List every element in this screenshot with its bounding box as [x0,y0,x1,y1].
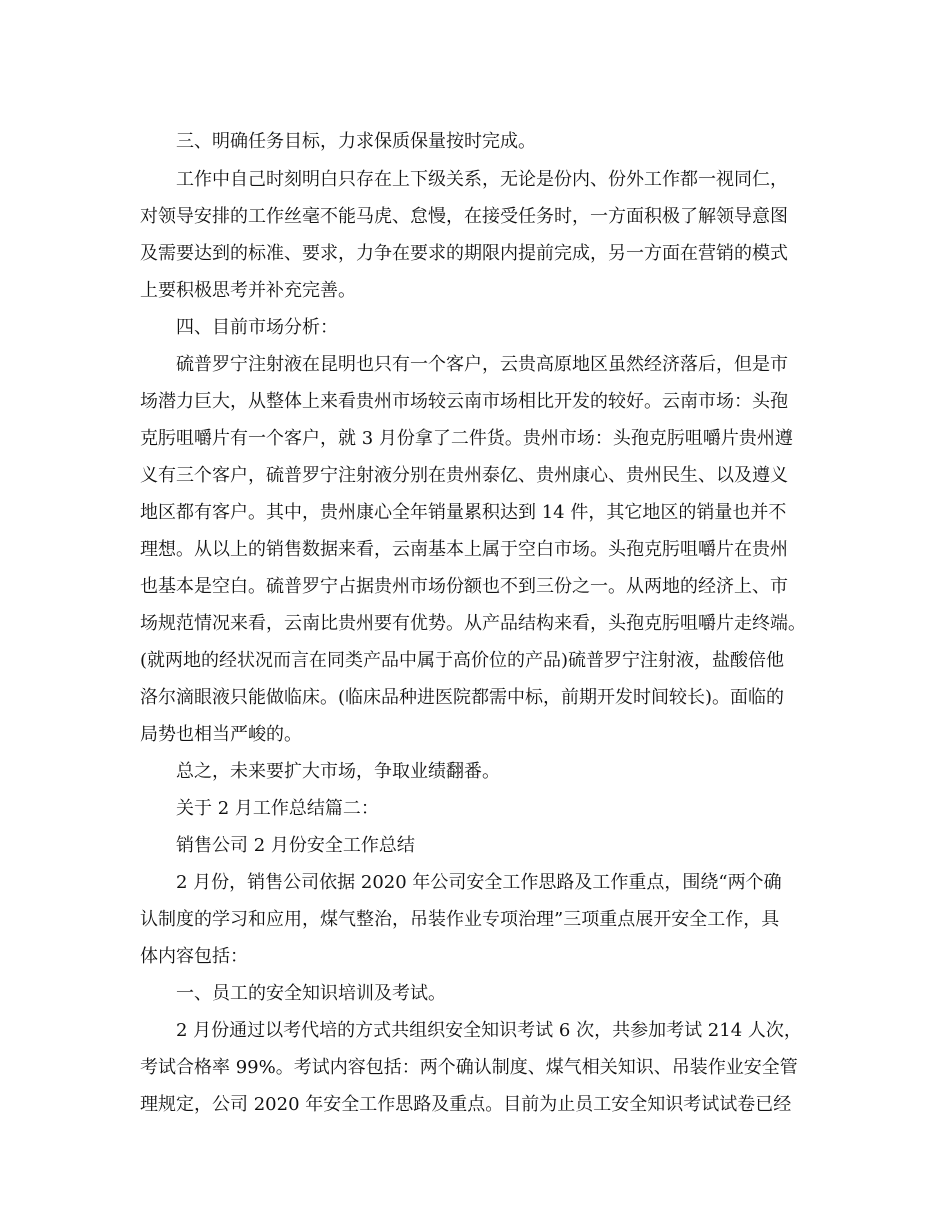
paragraph-line: 2 月份，销售公司依据 2020 年公司安全工作思路及工作重点，围绕“两个确 [176,872,782,893]
section-heading: 关于 2 月工作总结篇二： [176,798,379,819]
section-heading: 销售公司 2 月份安全工作总结 [176,835,415,856]
paragraph-line: 克肟咀嚼片有一个客户，就 3 月份拿了二件货。贵州市场：头孢克肟咀嚼片贵州遵 [140,428,793,449]
paragraph-line: 考试合格率 99%。考试内容包括：两个确认制度、煤气相关知识、吊装作业安全管 [140,1057,798,1078]
paragraph-line: 2 月份通过以考代培的方式共组织安全知识考试 6 次，共参加考试 214 人次， [176,1020,802,1041]
paragraph-line: 一、员工的安全知识培训及考试。 [176,983,446,1004]
paragraph-line: 也基本是空白。硫普罗宁占据贵州市场份额也不到三份之一。从两地的经济上、市 [140,576,788,597]
paragraph-line: 理规定，公司 2020 年安全工作思路及重点。目前为止员工安全知识考试试卷已经 [140,1094,792,1115]
paragraph-line: (就两地的经状况而言在同类产品中属于高价位的产品)硫普罗宁注射液，盐酸倍他 [140,650,785,671]
paragraph-line: 认制度的学习和应用，煤气整治，吊装作业专项治理”三项重点展开安全工作，具 [140,909,780,930]
paragraph-line: 义有三个客户，硫普罗宁注射液分别在贵州泰亿、贵州康心、贵州民生、以及遵义 [140,465,788,486]
paragraph-line: 上要积极思考并补充完善。 [140,280,356,301]
paragraph-line: 场规范情况来看，云南比贵州要有优势。从产品结构来看，头孢克肟咀嚼片走终端。 [140,613,806,634]
paragraph-line: 局势也相当严峻的。 [140,724,302,745]
paragraph-line: 四、目前市场分析： [176,317,338,338]
paragraph-line: 体内容包括： [140,946,248,967]
paragraph-line: 洛尔滴眼液只能做临床。(临床品种进医院都需中标，前期开发时间较长)。面临的 [140,687,785,708]
paragraph-line: 三、明确任务目标，力求保质保量按时完成。 [176,131,536,152]
paragraph-line: 地区都有客户。其中，贵州康心全年销量累积达到 14 件，其它地区的销量也并不 [140,502,787,523]
paragraph-line: 总之，未来要扩大市场，争取业绩翻番。 [176,761,500,782]
paragraph-line: 场潜力巨大，从整体上来看贵州市场较云南市场相比开发的较好。云南市场：头孢 [140,391,788,412]
paragraph-line: 硫普罗宁注射液在昆明也只有一个客户，云贵高原地区虽然经济落后，但是市 [176,354,788,375]
paragraph-line: 对领导安排的工作丝毫不能马虎、怠慢，在接受任务时，一方面积极了解领导意图 [140,206,788,227]
paragraph-line: 理想。从以上的销售数据来看，云南基本上属于空白市场。头孢克肟咀嚼片在贵州 [140,539,788,560]
paragraph-line: 及需要达到的标准、要求，力争在要求的期限内提前完成，另一方面在营销的模式 [140,243,788,264]
paragraph-line: 工作中自己时刻明白只存在上下级关系，无论是份内、份外工作都一视同仁， [176,169,788,190]
